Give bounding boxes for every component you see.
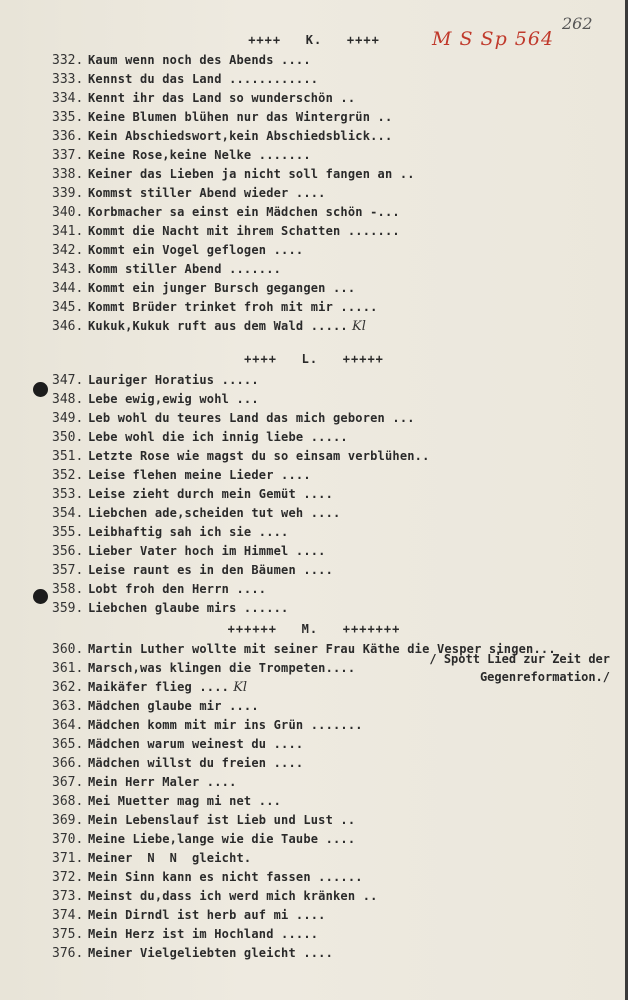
entry-title: Kommst stiller Abend wieder .... bbox=[88, 186, 326, 200]
entry-title: Kein Abschiedswort,kein Abschiedsblick... bbox=[88, 129, 393, 143]
entry-title: Mädchen glaube mir .... bbox=[88, 699, 259, 713]
entry-title: Leise flehen meine Lieder .... bbox=[88, 468, 311, 482]
entry-number: 334. bbox=[52, 91, 84, 106]
entry-title: Meiner Vielgeliebten gleicht .... bbox=[88, 946, 334, 960]
entry-title: Kaum wenn noch des Abends .... bbox=[88, 53, 311, 67]
entry-title: Meiner N N gleicht. bbox=[88, 851, 252, 865]
list-item bbox=[52, 561, 333, 580]
entry-title: Lieber Vater hoch im Himmel .... bbox=[88, 544, 326, 558]
punch-hole bbox=[33, 589, 48, 604]
entry-number: 339. bbox=[52, 186, 84, 201]
list-item bbox=[52, 542, 326, 561]
entry-number: 347. bbox=[52, 373, 84, 388]
entry-title: Marsch,was klingen die Trompeten.... bbox=[88, 661, 356, 675]
entry-title: Keine Blumen blühen nur das Wintergrün .. bbox=[88, 110, 393, 124]
entry-title: Kommt ein junger Bursch gegangen ... bbox=[88, 281, 356, 295]
entry-number: 358. bbox=[52, 582, 84, 597]
entry-number: 352. bbox=[52, 468, 84, 483]
entry-title: Mädchen komm mit mir ins Grün ....... bbox=[88, 718, 363, 732]
entry-number: 345. bbox=[52, 300, 84, 315]
list-item bbox=[52, 925, 318, 944]
entry-number: 374. bbox=[52, 908, 84, 923]
list-item bbox=[52, 485, 333, 504]
entry-title: Mädchen willst du freien .... bbox=[88, 756, 304, 770]
list-item bbox=[52, 944, 333, 963]
list-item bbox=[52, 222, 400, 241]
entry-title: Komm stiller Abend ....... bbox=[88, 262, 282, 276]
entry-number: 354. bbox=[52, 506, 84, 521]
entry-number: 370. bbox=[52, 832, 84, 847]
entry-number: 375. bbox=[52, 927, 84, 942]
list-item bbox=[52, 754, 303, 773]
entry-title: Mein Herr Maler .... bbox=[88, 775, 237, 789]
list-item bbox=[52, 146, 311, 165]
entry-title: Mein Lebenslauf ist Lieb und Lust .. bbox=[88, 813, 356, 827]
list-item bbox=[52, 697, 259, 716]
handwritten-note: Kl bbox=[229, 680, 248, 695]
entry-number: 371. bbox=[52, 851, 84, 866]
entry-number: 332. bbox=[52, 53, 84, 68]
entry-number: 363. bbox=[52, 699, 84, 714]
entry-number: 365. bbox=[52, 737, 84, 752]
list-item bbox=[52, 830, 355, 849]
list-item bbox=[52, 390, 259, 409]
list-item bbox=[52, 184, 326, 203]
section-heading-l: ++++ L. +++++ bbox=[244, 352, 384, 366]
list-item bbox=[52, 108, 392, 127]
list-item bbox=[52, 466, 311, 485]
entry-title: Keiner das Lieben ja nicht soll fangen an .. bbox=[88, 167, 415, 181]
list-item bbox=[52, 89, 355, 108]
entry-title: Mein Herz ist im Hochland ..... bbox=[88, 927, 319, 941]
list-item bbox=[52, 716, 363, 735]
list-item bbox=[52, 523, 288, 542]
list-item bbox=[52, 811, 355, 830]
entry-title: Korbmacher sa einst ein Mädchen schön -... bbox=[88, 205, 400, 219]
entry-title: Kukuk,Kukuk ruft aus dem Wald ..... bbox=[88, 319, 348, 333]
list-item bbox=[52, 409, 415, 428]
entry-title: Maikäfer flieg .... bbox=[88, 680, 230, 694]
entry-title: Kommt die Nacht mit ihrem Schatten ....... bbox=[88, 224, 400, 238]
list-item bbox=[52, 317, 366, 336]
entry-title: Liebchen ade,scheiden tut weh .... bbox=[88, 506, 341, 520]
list-item bbox=[52, 659, 355, 678]
folio-number: 262 bbox=[562, 14, 593, 33]
entry-number: 357. bbox=[52, 563, 84, 578]
punch-hole bbox=[33, 382, 48, 397]
entry-title: Lobt froh den Herrn .... bbox=[88, 582, 267, 596]
section-heading-m: ++++++ M. +++++++ bbox=[227, 622, 401, 636]
entry-title: Meinst du,dass ich werd mich kränken .. bbox=[88, 889, 378, 903]
entry-number: 366. bbox=[52, 756, 84, 771]
entry-number: 346. bbox=[52, 319, 84, 334]
entry-number: 351. bbox=[52, 449, 84, 464]
entry-title: Leise raunt es in den Bäumen .... bbox=[88, 563, 334, 577]
entry-number: 336. bbox=[52, 129, 84, 144]
list-item bbox=[52, 887, 378, 906]
entry-title: Martin Luther wollte mit seiner Frau Käthe die Vesper singen... bbox=[88, 642, 556, 656]
entry-number: 333. bbox=[52, 72, 84, 87]
list-item bbox=[52, 127, 392, 146]
section-heading-k: ++++ K. ++++ bbox=[248, 33, 380, 47]
entry-number: 338. bbox=[52, 167, 84, 182]
list-item bbox=[52, 203, 400, 222]
entry-title: Leibhaftig sah ich sie .... bbox=[88, 525, 289, 539]
entry-title: Leb wohl du teures Land das mich geboren ... bbox=[88, 411, 415, 425]
list-item bbox=[52, 580, 266, 599]
entry-number: 342. bbox=[52, 243, 84, 258]
entry-number: 368. bbox=[52, 794, 84, 809]
list-item bbox=[52, 678, 247, 697]
entry-number: 361. bbox=[52, 661, 84, 676]
list-item bbox=[52, 70, 318, 89]
entry-title: Lauriger Horatius ..... bbox=[88, 373, 259, 387]
entry-number: 359. bbox=[52, 601, 84, 616]
list-item bbox=[52, 260, 281, 279]
entry-number: 362. bbox=[52, 680, 84, 695]
entry-title: Kennt ihr das Land so wunderschön .. bbox=[88, 91, 356, 105]
entry-number: 343. bbox=[52, 262, 84, 277]
entry-title: Kommt ein Vogel geflogen .... bbox=[88, 243, 304, 257]
entry-number: 348. bbox=[52, 392, 84, 407]
entry-number: 360. bbox=[52, 642, 84, 657]
entry-number: 341. bbox=[52, 224, 84, 239]
entry-number: 340. bbox=[52, 205, 84, 220]
entry-title: Mein Sinn kann es nicht fassen ...... bbox=[88, 870, 363, 884]
entry-number: 335. bbox=[52, 110, 84, 125]
entry-number: 372. bbox=[52, 870, 84, 885]
list-item bbox=[52, 906, 326, 925]
entry-number: 349. bbox=[52, 411, 84, 426]
list-item bbox=[52, 773, 237, 792]
entry-number: 353. bbox=[52, 487, 84, 502]
list-item bbox=[52, 241, 303, 260]
entry-title: Mein Dirndl ist herb auf mi .... bbox=[88, 908, 326, 922]
entry-title: Keine Rose,keine Nelke ....... bbox=[88, 148, 311, 162]
entry-title: Meine Liebe,lange wie die Taube .... bbox=[88, 832, 356, 846]
list-item bbox=[52, 447, 430, 466]
entry-title: Lebe ewig,ewig wohl ... bbox=[88, 392, 259, 406]
entry-title: Letzte Rose wie magst du so einsam verblühen.. bbox=[88, 449, 430, 463]
entry-title: Liebchen glaube mirs ...... bbox=[88, 601, 289, 615]
archive-mark: M S Sp 564 bbox=[432, 28, 555, 50]
list-item bbox=[52, 51, 311, 70]
list-item bbox=[52, 868, 363, 887]
list-item bbox=[52, 279, 355, 298]
list-item bbox=[52, 599, 288, 618]
entry-title: Mädchen warum weinest du .... bbox=[88, 737, 304, 751]
entry-number: 355. bbox=[52, 525, 84, 540]
entry-number: 337. bbox=[52, 148, 84, 163]
list-item bbox=[52, 298, 378, 317]
side-note: / Spott Lied zur Zeit der Gegenreformation./ bbox=[429, 652, 610, 684]
entry-number: 369. bbox=[52, 813, 84, 828]
list-item bbox=[52, 792, 281, 811]
list-item bbox=[52, 371, 259, 390]
entry-number: 344. bbox=[52, 281, 84, 296]
entry-number: 376. bbox=[52, 946, 84, 961]
list-item bbox=[52, 735, 303, 754]
list-item bbox=[52, 849, 251, 868]
entry-number: 356. bbox=[52, 544, 84, 559]
list-item bbox=[52, 428, 348, 447]
entry-number: 373. bbox=[52, 889, 84, 904]
entry-title: Lebe wohl die ich innig liebe ..... bbox=[88, 430, 348, 444]
entry-number: 350. bbox=[52, 430, 84, 445]
entry-title: Kommt Brüder trinket froh mit mir ..... bbox=[88, 300, 378, 314]
entry-number: 364. bbox=[52, 718, 84, 733]
entry-number: 367. bbox=[52, 775, 84, 790]
list-item bbox=[52, 504, 340, 523]
handwritten-note: Kl bbox=[347, 319, 366, 334]
list-item bbox=[52, 165, 415, 184]
entry-title: Mei Muetter mag mi net ... bbox=[88, 794, 282, 808]
entry-title: Leise zieht durch mein Gemüt .... bbox=[88, 487, 334, 501]
entry-title: Kennst du das Land ............ bbox=[88, 72, 319, 86]
